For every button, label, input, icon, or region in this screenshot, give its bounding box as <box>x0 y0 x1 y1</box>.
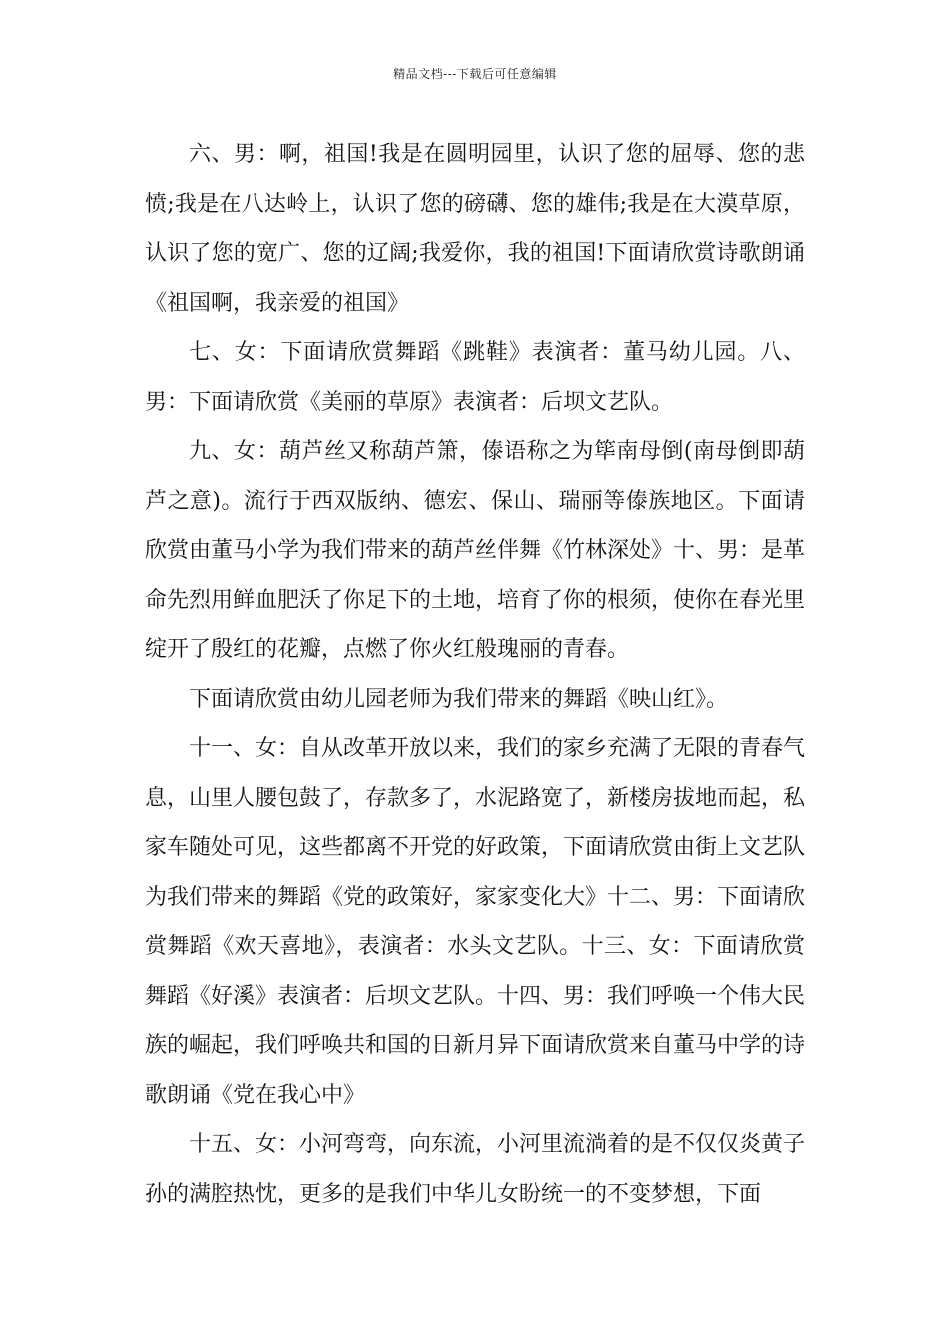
paragraph: 十一、女：自从改革开放以来，我们的家乡充满了无限的青春气息，山里人腰包鼓了，存款多了，水泥路宽了，新楼房拔地而起，私家车随处可见，这些都离不开党的好政策，下面请欣赏由街上文艺队为我们带来的舞蹈《党的政策好，家家变化大》十二、男：下面请欣赏舞蹈《欢天喜地》，表演者：水头文艺队。十三、女：下面请欣赏舞蹈《好溪》表演者：后坝文艺队。十四、男：我们呼唤一个伟大民族的崛起，我们呼唤共和国的日新月异下面请欣赏来自董马中学的诗歌朗诵《党在我心中》 <box>145 736 806 1108</box>
document-body <box>145 130 805 1219</box>
paragraph: 九、女：葫芦丝又称葫芦箫，傣语称之为筚南母倒(南母倒即葫芦之意)。流行于西双版纳、德宏、保山、瑞丽等傣族地区。下面请欣赏由董马小学为我们带来的葫芦丝伴舞《竹林深处》十、男：是革命先烈用鲜血肥沃了你足下的土地，培育了你的根须，使你在春光里绽开了殷红的花瓣，点燃了你火红般瑰丽的青春。 <box>145 439 806 662</box>
page-header: 精品文档---下载后可任意编辑 <box>393 67 557 81</box>
paragraph: 下面请欣赏由幼儿园老师为我们带来的舞蹈《映山红》。 <box>189 686 729 712</box>
paragraph: 七、女：下面请欣赏舞蹈《跳鞋》表演者：董马幼儿园。八、男：下面请欣赏《美丽的草原》表演者：后坝文艺队。 <box>145 340 805 415</box>
paragraph: 六、男：啊，祖国!我是在圆明园里，认识了您的屈辱、您的悲愤;我是在八达岭上，认识了您的磅礴、您的雄伟;我是在大漠草原，认识了您的宽广、您的辽阔;我爱你，我的祖国!下面请欣赏诗歌朗诵《祖国啊，我亲爱的祖国》 <box>145 142 805 316</box>
paragraph: 十五、女：小河弯弯，向东流，小河里流淌着的是不仅仅炎黄子孙的满腔热忱，更多的是我们中华儿女盼统一的不变梦想，下面 <box>145 1132 806 1207</box>
